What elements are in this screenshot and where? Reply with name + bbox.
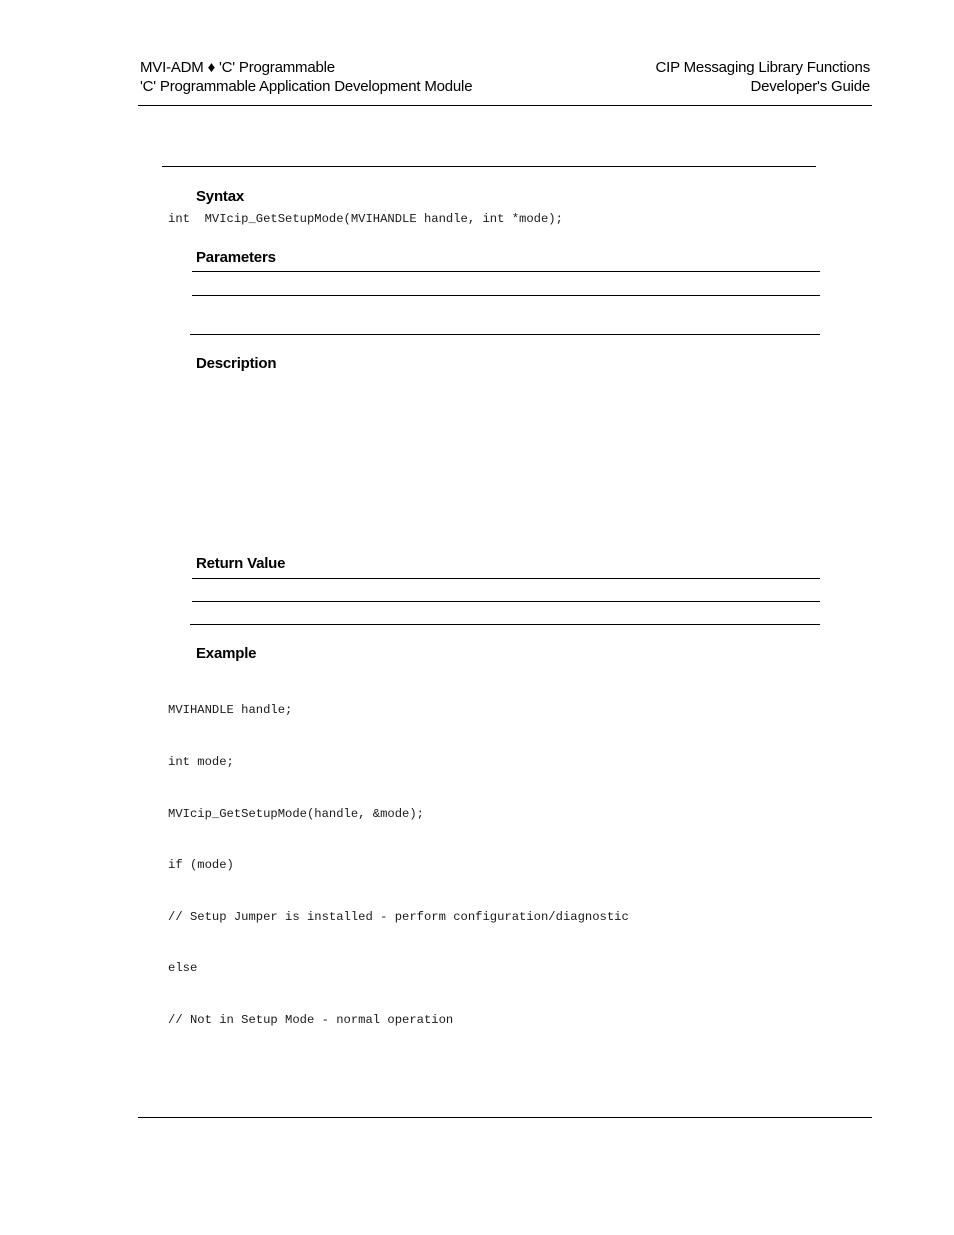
syntax-code: int MVIcip_GetSetupMode(MVIHANDLE handle, int *mode); [168, 212, 563, 226]
return-value-heading: Return Value [196, 555, 286, 572]
example-heading: Example [196, 645, 257, 662]
return-table-header-rule [192, 601, 820, 602]
parameters-table-bottom-rule [190, 334, 820, 335]
parameters-heading: Parameters [196, 249, 276, 266]
parameters-table-top-rule [192, 271, 820, 272]
example-code-line: else [168, 961, 198, 976]
example-code-block [168, 668, 629, 1046]
header-rule [138, 105, 872, 106]
example-code-line: MVIcip_GetSetupMode(handle, &mode); [168, 806, 424, 821]
example-code-line: int mode; [168, 755, 234, 770]
example-code-line: // Setup Jumper is installed - perform configuration/diagnostic [168, 909, 629, 924]
function-title-rule [162, 166, 816, 167]
header-product-subtitle: 'C' Programmable Application Development Module [140, 78, 473, 95]
example-code-line: if (mode) [168, 858, 234, 873]
return-table-bottom-rule [190, 624, 820, 625]
return-table-top-rule [192, 578, 820, 579]
example-code-line: // Not in Setup Mode - normal operation [168, 1013, 454, 1028]
header-chapter-title: CIP Messaging Library Functions [655, 59, 870, 76]
syntax-heading: Syntax [196, 188, 244, 205]
header-guide-title: Developer's Guide [750, 78, 870, 95]
header-product-title: MVI-ADM ♦ 'C' Programmable [140, 59, 335, 76]
example-code-line: MVIHANDLE handle; [168, 703, 293, 718]
footer-rule [138, 1117, 872, 1118]
description-heading: Description [196, 355, 277, 372]
parameters-table-header-rule [192, 295, 820, 296]
